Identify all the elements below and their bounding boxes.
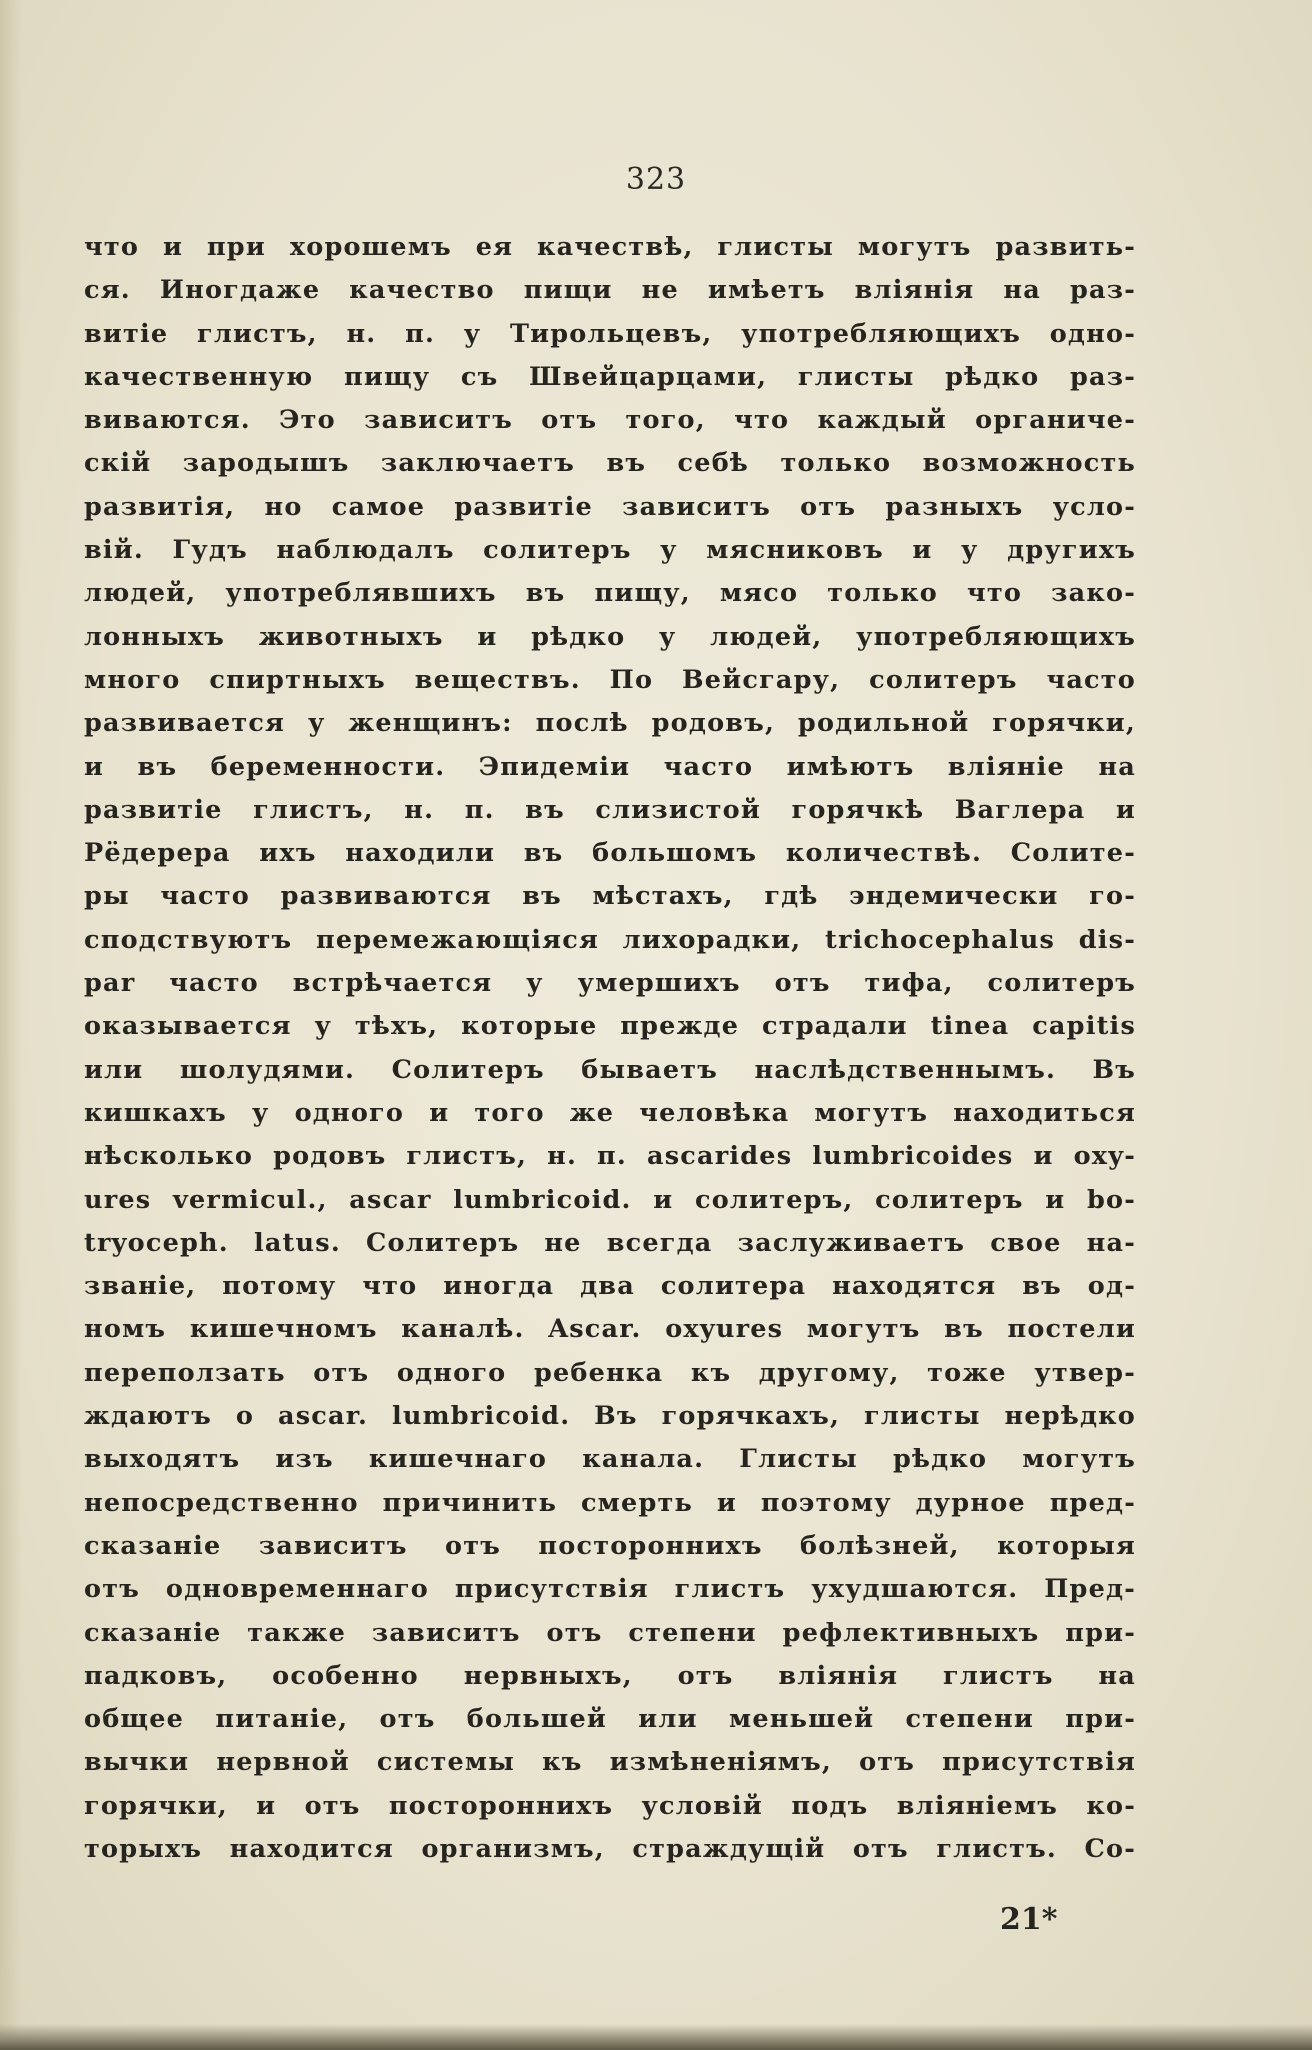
text-line: много спиртныхъ веществъ. По Вейсгару, солитеръ часто xyxy=(84,664,1136,695)
text-line: общее питаніе, отъ большей или меньшей степени при- xyxy=(84,1704,1136,1735)
text-line: развитія, но самое развитіе зависитъ отъ разныхъ усло- xyxy=(84,491,1136,522)
text-line: развивается у женщинъ: послѣ родовъ, родильной горячки, xyxy=(84,708,1136,739)
text-line: сказаніе также зависитъ отъ степени рефлективныхъ при- xyxy=(84,1617,1136,1648)
text-line: или шолудями. Солитеръ бываетъ наслѣдственнымъ. Въ xyxy=(84,1054,1136,1085)
text-line: выходятъ изъ кишечнаго канала. Глисты рѣдко могутъ xyxy=(84,1444,1136,1475)
text-line: виваются. Это зависитъ отъ того, что каждый органиче- xyxy=(84,405,1136,436)
text-line: ся. Иногдаже качество пищи не имѣетъ вліянія на раз- xyxy=(84,275,1136,306)
text-line: и въ беременности. Эпидеміи часто имѣютъ вліяніе на xyxy=(84,751,1136,782)
body-text xyxy=(84,226,1136,1871)
signature-mark: 21* xyxy=(1000,1902,1058,1937)
text-line: скій зародышъ заключаетъ въ себѣ только возможность xyxy=(84,448,1136,479)
text-line: людей, употреблявшихъ въ пищу, мясо только что зако- xyxy=(84,578,1136,609)
text-line: что и при хорошемъ ея качествѣ, глисты могутъ развить- xyxy=(84,232,1136,262)
text-line: витіе глистъ, н. п. у Тирольцевъ, употребляющихъ одно- xyxy=(84,318,1136,349)
text-line: падковъ, особенно нервныхъ, отъ вліянія глистъ на xyxy=(84,1660,1136,1691)
text-line: Рёдерера ихъ находили въ большомъ количествѣ. Солите- xyxy=(84,838,1136,869)
text-line: лонныхъ животныхъ и рѣдко у людей, употребляющихъ xyxy=(84,621,1136,652)
text-line: отъ одновременнаго присутствія глистъ ухудшаются. Пред- xyxy=(84,1574,1136,1605)
text-line: tryoceph. latus. Солитеръ не всегда заслуживаетъ свое на- xyxy=(84,1227,1136,1258)
text-line: вій. Гудъ наблюдалъ солитеръ у мясниковъ и у другихъ xyxy=(84,535,1136,566)
text-line: ures vermicul., ascar lumbricoid. и солитеръ, солитеръ и bo- xyxy=(84,1184,1136,1215)
text-line: ждаютъ о ascar. lumbricoid. Въ горячкахъ, глисты нерѣдко xyxy=(84,1401,1136,1432)
text-line: горячки, и отъ постороннихъ условій подъ вліяніемъ ко- xyxy=(84,1790,1136,1821)
text-line: торыхъ находится организмъ, страждущій отъ глистъ. Со- xyxy=(84,1833,1136,1864)
text-line: званіе, потому что иногда два солитера находятся въ од- xyxy=(84,1271,1136,1302)
text-line: непосредственно причинить смерть и поэтому дурное пред- xyxy=(84,1487,1136,1518)
text-line: сказаніе зависитъ отъ постороннихъ болѣзней, которыя xyxy=(84,1530,1136,1561)
text-line: нѣсколько родовъ глистъ, н. п. ascarides lumbricoides и oxy- xyxy=(84,1141,1136,1172)
text-line: переползать отъ одного ребенка къ другому, тоже утвер- xyxy=(84,1357,1136,1388)
text-line: оказывается у тѣхъ, которые прежде страдали tinea capitis xyxy=(84,1011,1136,1042)
text-line: par часто встрѣчается у умершихъ отъ тифа, солитеръ xyxy=(84,968,1136,999)
text-line: ры часто развиваются въ мѣстахъ, гдѣ эндемически го- xyxy=(84,881,1136,912)
page-number: 323 xyxy=(625,162,687,197)
text-line: вычки нервной системы къ измѣненіямъ, отъ присутствія xyxy=(84,1747,1136,1778)
text-line: кишкахъ у одного и того же человѣка могутъ находиться xyxy=(84,1097,1136,1128)
text-line: сподствуютъ перемежающіяся лихорадки, trichocephalus dis- xyxy=(84,924,1136,955)
text-line: номъ кишечномъ каналѣ. Ascar. oxyures могутъ въ постели xyxy=(84,1314,1136,1345)
text-line: качественную пищу съ Швейцарцами, глисты рѣдко раз- xyxy=(84,361,1136,392)
text-line: развитіе глистъ, н. п. въ слизистой горячкѣ Ваглера и xyxy=(84,794,1136,825)
